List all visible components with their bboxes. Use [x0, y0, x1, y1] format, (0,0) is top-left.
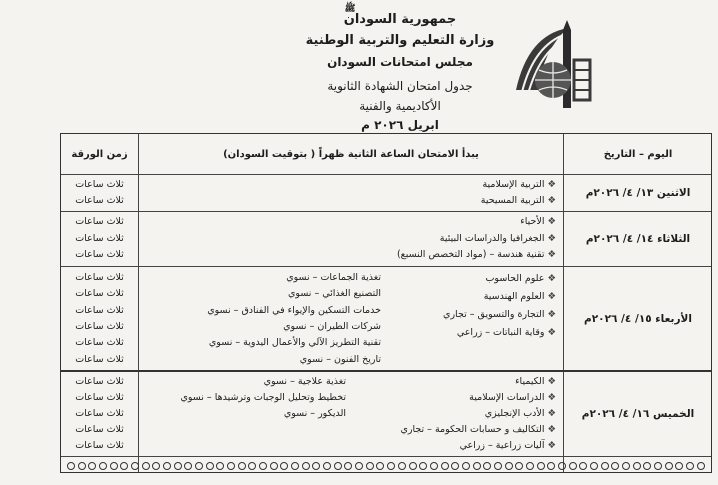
- col-divider: [138, 134, 139, 472]
- subject-item: ❖التربية المسيحية: [480, 194, 556, 206]
- row-academic-subjects: [281, 214, 556, 264]
- row-day-monday: الاثنين ١٣/ ٤/ ٢٠٢٦م: [585, 187, 691, 199]
- duration-item: ثلاث ساعات: [75, 407, 124, 419]
- council-title: مجلس امتحانات السودان: [327, 55, 473, 69]
- subject-item: التصنيع الغذائي – نسوي: [287, 288, 381, 300]
- subject-item: ❖علوم الحاسوب: [485, 272, 556, 284]
- duration-item: ثلاث ساعات: [75, 304, 124, 316]
- duration-item: ثلاث ساعات: [75, 439, 124, 451]
- subject-item: ❖الدراسات الإسلامية: [469, 391, 556, 403]
- subject-item: ❖وقاية النباتات – زراعي: [456, 326, 556, 338]
- duration-item: ثلاث ساعات: [75, 288, 124, 300]
- subject-item: ❖آليات زراعية – زراعي: [459, 439, 556, 451]
- subject-item: ❖التكاليف و حسابات الحكومة – تجاري: [400, 423, 556, 435]
- subject-item: ❖التربية الإسلامية: [482, 178, 556, 190]
- header-start-note: يبدأ الامتحان الساعة الثانية ظهراً ( بتوقيت السودان): [223, 148, 479, 160]
- row-durations: [61, 270, 138, 368]
- subject-item: ❖تقنية هندسة – (مواد التخصص النسبع): [396, 249, 556, 261]
- subject-item: ❖الجغرافيا والدراسات البيئية: [439, 232, 556, 244]
- duration-item: ثلاث ساعات: [75, 320, 124, 332]
- subject-item: ❖الأحياء: [520, 216, 556, 228]
- duration-item: ثلاث ساعات: [75, 337, 124, 349]
- ministry-title: وزارة التعليم والتربية الوطنية: [305, 33, 495, 48]
- row-technical-subjects: [141, 270, 381, 368]
- top-mark: ﷺ: [344, 4, 356, 14]
- row-academic-subjects: [301, 177, 556, 209]
- subject-item: ❖الأدب الإنجليزي: [484, 407, 556, 419]
- duration-item: ثلاث ساعات: [75, 375, 124, 387]
- duration-item: ثلاث ساعات: [75, 194, 124, 206]
- row-academic-subjects: [401, 270, 556, 342]
- month-title: ابريل ٢٠٢٦ م: [361, 118, 439, 132]
- branch-title: الأكاديمية والفنية: [359, 99, 441, 113]
- row-divider: [61, 456, 711, 457]
- header-day-date: اليوم – التاريخ: [603, 148, 673, 160]
- header-duration: زمن الورقة: [71, 148, 128, 160]
- subject-item: تخطيط وتحليل الوجبات وترشيدها – نسوي: [180, 391, 346, 403]
- council-logo-icon: [508, 20, 598, 115]
- republic-title: جمهورية السودان: [343, 12, 457, 27]
- row-day-tuesday: الثلاثاء ١٤/ ٤/ ٢٠٢٦م: [585, 233, 691, 245]
- subject-item: خدمات التسكين والإيواء في الفنادق – نسوي: [207, 304, 381, 316]
- subject-item: شركات الطيران – نسوي: [283, 320, 381, 332]
- subject-item: تاريخ الفنون – نسوي: [299, 353, 381, 365]
- row-day-thursday: الخميس ١٦/ ٤/ ٢٠٢٦م: [581, 408, 695, 420]
- row-day-wednesday: الأربعاء ١٥/ ٤/ ٢٠٢٦م: [584, 312, 692, 325]
- row-durations: [61, 374, 138, 454]
- duration-item: ثلاث ساعات: [75, 178, 124, 190]
- subject-item: الديكور – نسوي: [283, 407, 346, 419]
- row-durations: [61, 177, 138, 209]
- row-technical-subjects: [141, 374, 346, 422]
- row-academic-subjects: [351, 374, 556, 454]
- duration-item: ثلاث ساعات: [75, 423, 124, 435]
- schedule-title: جدول امتحان الشهادة الثانوية: [327, 79, 473, 93]
- subject-item: تقنية التطريز الآلي والأعمال اليدوية – نسوي: [208, 337, 381, 349]
- ornamental-border: [61, 459, 711, 473]
- subject-item: ❖الكيمياء: [515, 375, 556, 387]
- duration-item: ثلاث ساعات: [75, 353, 124, 365]
- row-durations: [61, 214, 138, 264]
- schedule-table: [60, 133, 712, 473]
- duration-item: ثلاث ساعات: [75, 391, 124, 403]
- subject-item: تغذية الجماعات – نسوي: [286, 271, 381, 283]
- subject-item: ❖العلوم الهندسية: [483, 290, 556, 302]
- subject-item: ❖التجارة والتسويق – تجاري: [443, 308, 556, 320]
- subject-item: تغذية علاجية – نسوي: [263, 375, 346, 387]
- duration-item: ثلاث ساعات: [75, 232, 124, 244]
- duration-item: ثلاث ساعات: [75, 249, 124, 261]
- duration-item: ثلاث ساعات: [75, 271, 124, 283]
- duration-item: ثلاث ساعات: [75, 216, 124, 228]
